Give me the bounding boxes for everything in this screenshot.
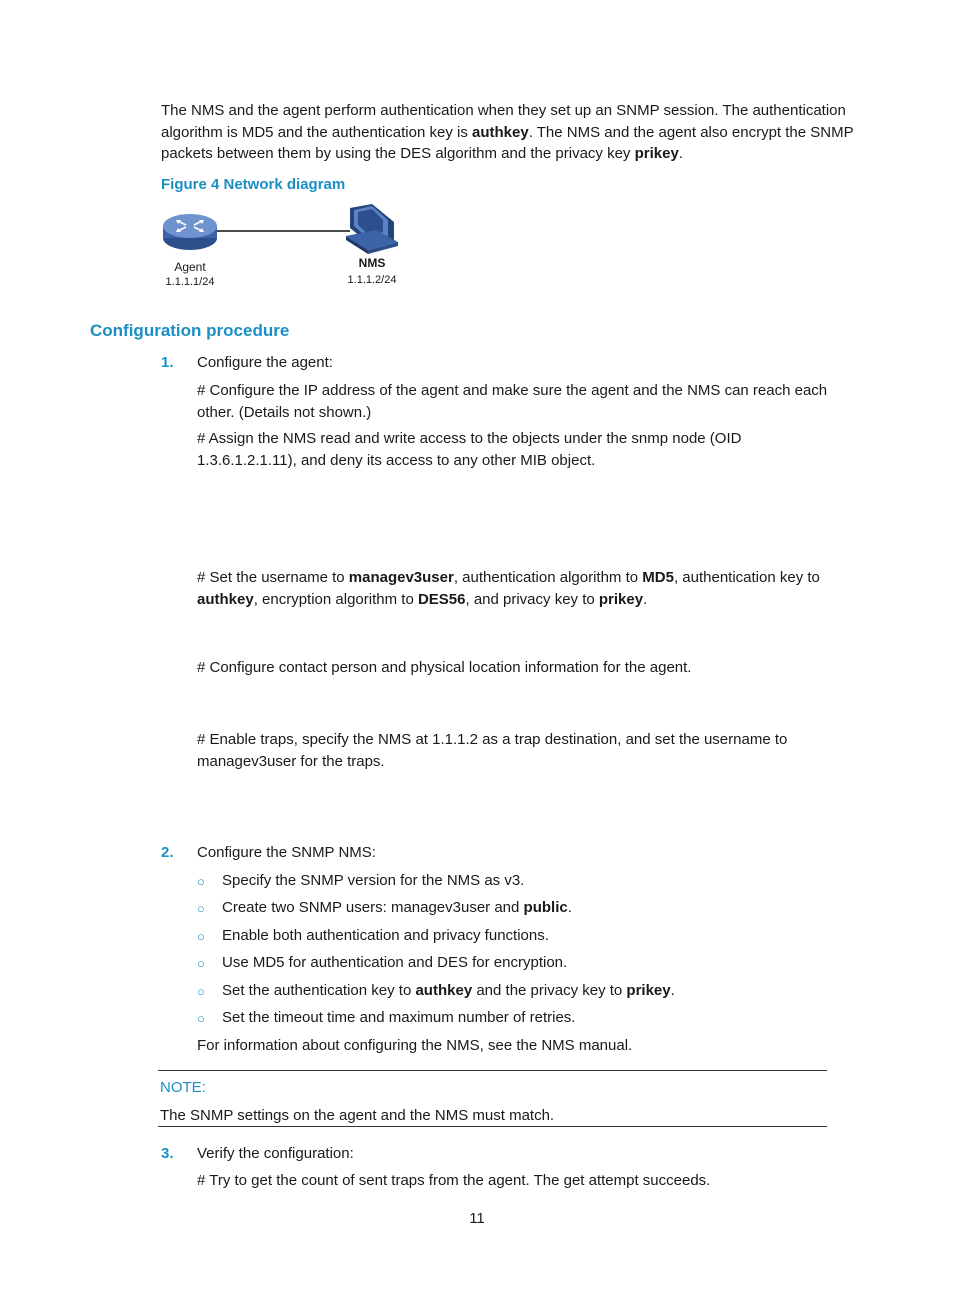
intro-paragraph [161,100,871,165]
step-1-comment-user: # Set the username to managev3user, authentication algorithm to MD5, authentication key to authkey, encryption algorithm to DES56, and privacy key to prikey. [197,569,820,608]
bullet-icon: ○ [197,901,205,916]
workstation-icon [346,204,398,254]
bullet-icon: ○ [197,956,205,971]
step-3-text: Verify the configuration: [197,1145,354,1162]
step-3-comment: # Try to get the count of sent traps from the agent. The get attempt succeeds. [197,1172,711,1189]
step-2-number: 2. [161,844,174,861]
bullet-icon: ○ [197,984,205,999]
bullet-item-users: Create two SNMP users: managev3user and public. [222,899,572,916]
intro-line-1: The NMS and the agent perform authentication when they set up an SNMP session. The authentication [161,102,846,119]
intro-line-2: algorithm is MD5 and the authentication key is authkey. The NMS and the agent also encrypt the SNMP [161,123,854,141]
section-heading: Configuration procedure [90,321,290,340]
figure-caption: Figure 4 Network diagram [161,176,346,193]
agent-label: Agent [174,260,206,274]
authkey-term: authkey [472,123,529,141]
bullet-item-version: Specify the SNMP version for the NMS as v3. [222,872,525,889]
network-diagram [150,200,420,295]
step-2-text: Configure the SNMP NMS: [197,844,376,861]
router-icon [163,214,217,250]
bullet-item-auth-privacy: Enable both authentication and privacy functions. [222,927,549,944]
prikey-term: prikey [634,145,679,162]
bullet-item-timeout: Set the timeout time and maximum number of retries. [222,1009,576,1026]
bullet-item-keys: Set the authentication key to authkey and the privacy key to prikey. [222,982,675,999]
note-label: NOTE: [160,1079,206,1096]
intro-line-3: packets between them by using the DES algorithm and the privacy key prikey. [161,145,683,162]
bullet-icon: ○ [197,1011,205,1026]
step-1-text: Configure the agent: [197,354,333,371]
note-text: The SNMP settings on the agent and the NMS must match. [160,1107,555,1124]
step-1-comment-contact: # Configure contact person and physical location information for the agent. [197,659,692,676]
step-2-footer: For information about configuring the NMS, see the NMS manual. [197,1037,633,1054]
step-1-number: 1. [161,354,174,371]
agent-ip: 1.1.1.1/24 [165,276,215,288]
step-1-comment-traps: # Enable traps, specify the NMS at 1.1.1.2 as a trap destination, and set the username to managev3user for the traps. [197,731,788,770]
step-1-comment-access: # Assign the NMS read and write access to the objects under the snmp node (OID 1.3.6.1.2.1.11), and deny its access to any other MIB object. [197,430,742,469]
bullet-icon: ○ [197,874,205,889]
nms-ip: 1.1.1.2/24 [347,274,397,286]
step-3-number: 3. [161,1145,174,1162]
bullet-icon: ○ [197,929,205,944]
page-number: 11 [469,1210,485,1227]
nms-label: NMS [358,256,386,270]
step-1-comment-ip: # Configure the IP address of the agent and make sure the agent and the NMS can reach each other. (Details not shown.) [197,382,828,421]
bullet-item-algorithms: Use MD5 for authentication and DES for encryption. [222,954,568,971]
